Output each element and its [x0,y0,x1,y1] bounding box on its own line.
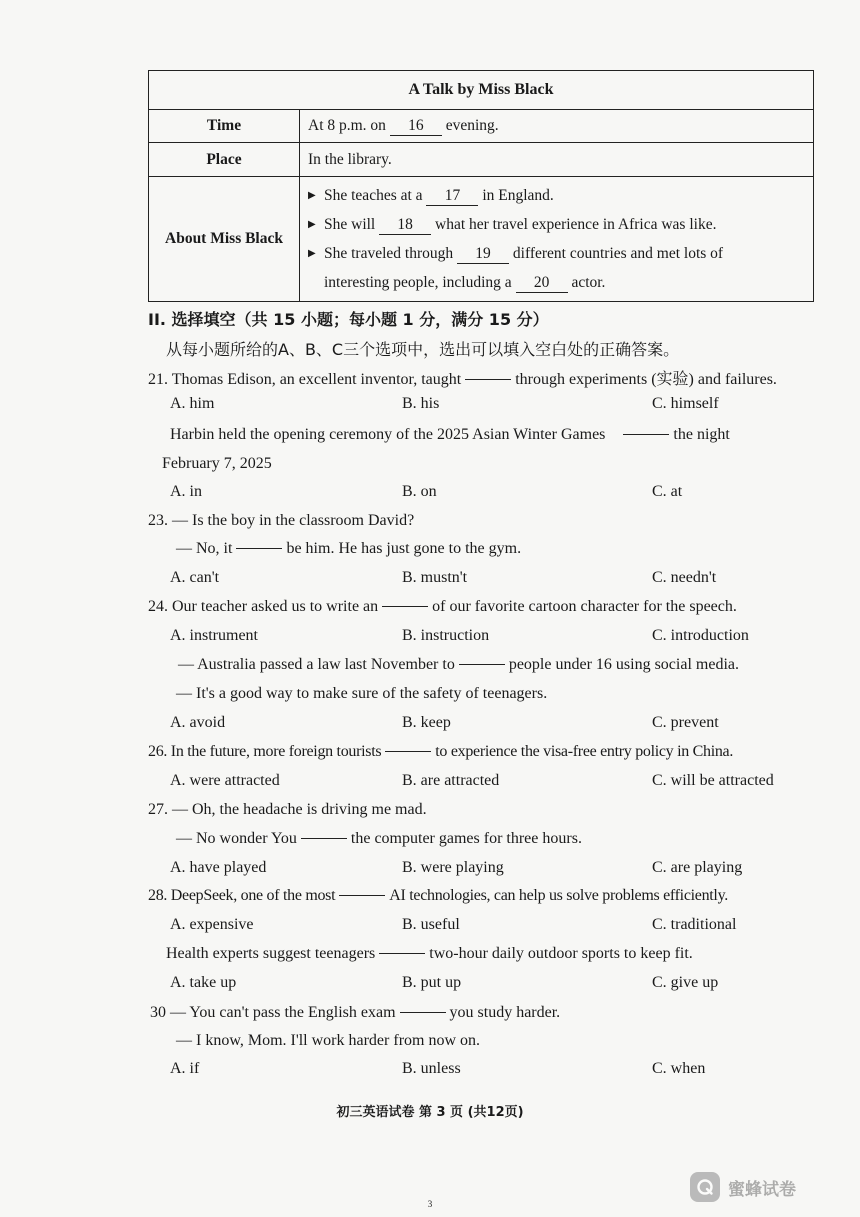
option-a: A. if [170,1060,200,1077]
triangle-bullet-icon: ▶ [308,190,316,201]
question-text: you study harder. [449,1004,561,1021]
question-30 [150,1004,560,1022]
question-text: of our favorite cartoon character for the speech. [432,598,737,615]
question-27-reply [176,830,582,848]
about-item [308,210,805,239]
question-text: 24. Our teacher asked us to write an [148,598,379,615]
logo-glyph-icon [695,1177,715,1197]
question-text: Harbin held the opening ceremony of the 2025 Asian Winter Games [170,426,606,443]
question-text: — No, it [176,540,233,557]
option-c: C. himself [652,395,719,412]
option-a: A. take up [170,974,237,991]
page-number: 3 [427,1199,433,1209]
section-instruction: 从每小题所给的A、B、C三个选项中，选出可以填入空白处的正确答案。 [166,340,680,359]
triangle-bullet-icon: ▶ [308,248,316,259]
option-b: B. put up [402,974,462,991]
option-b: B. his [402,395,440,412]
time-label: Time [149,110,300,143]
option-c: C. traditional [652,916,737,933]
blank-18: 18 [379,216,431,235]
answer-blank [339,895,385,896]
about-item [308,181,805,210]
option-b: B. instruction [402,627,490,644]
blank-19: 19 [457,245,509,264]
question-text: AI technologies, can help us solve problems efficiently. [389,887,728,904]
option-a: A. have played [170,859,267,876]
about-details [300,177,814,302]
question-text: people under 16 using social media. [508,656,739,673]
option-a: A. were attracted [170,772,280,789]
about-text: She teaches at a [324,187,423,204]
question-text: — Australia passed a law last November to [178,656,455,673]
question-21 [148,366,777,389]
talk-info-table [148,70,814,302]
about-text: what her travel experience in Africa was like. [435,216,717,233]
option-b: B. unless [402,1060,461,1077]
option-c: C. will be attracted [652,772,774,789]
option-c: C. introduction [652,627,749,644]
blank-17: 17 [426,187,478,206]
option-b: B. mustn't [402,569,468,586]
question-24 [148,598,737,616]
option-a: A. avoid [170,714,226,731]
option-a: A. can't [170,569,220,586]
time-text: At 8 p.m. on [308,116,386,134]
about-text: different countries and met lots of [512,245,724,262]
question-text: through experiments (实验) and failures. [515,371,777,388]
question-29 [166,945,693,963]
about-text: She will [324,216,376,233]
about-text: She traveled through [324,245,454,262]
question-text: the computer games for three hours. [350,830,582,847]
question-text: the night [673,426,730,443]
time-value [300,110,814,143]
table-title: A Talk by Miss Black [149,71,814,110]
about-text: actor. [571,274,606,291]
question-text: Health experts suggest teenagers [166,945,376,962]
option-c: C. give up [652,974,719,991]
question-23: 23. — Is the boy in the classroom David? [148,512,415,529]
about-label: About Miss Black [149,177,300,302]
answer-blank [400,1012,446,1013]
place-label: Place [149,143,300,177]
answer-blank [236,548,282,549]
question-text: 28. DeepSeek, one of the most [148,887,336,904]
about-text: in England. [482,187,554,204]
answer-blank [459,664,505,665]
question-text: to experience the visa-free entry policy in China. [435,743,734,760]
question-text: — No wonder You [176,830,297,847]
question-23-reply [176,540,521,558]
question-25 [178,656,739,674]
page-footer: 初三英语试卷 第 3 页 (共12页) [336,1105,524,1120]
blank-16: 16 [390,117,442,136]
option-b: B. keep [402,714,451,731]
about-text: interesting people, including a [324,274,512,291]
answer-blank [465,379,511,380]
question-text: 21. Thomas Edison, an excellent inventor, taught [148,371,462,388]
answer-blank [301,838,347,839]
question-30-reply: — I know, Mom. I'll work harder from now on. [176,1032,481,1049]
question-25-reply: — It's a good way to make sure of the safety of teenagers. [176,685,548,702]
option-a: A. in [170,483,202,500]
question-27: 27. — Oh, the headache is driving me mad. [148,801,427,818]
answer-blank [382,606,428,607]
question-text: two-hour daily outdoor sports to keep fit. [429,945,693,962]
option-a: A. instrument [170,627,258,644]
question-text: 30 — You can't pass the English exam [150,1004,396,1021]
answer-blank [623,434,669,435]
answer-blank [379,953,425,954]
option-b: B. were playing [402,859,504,876]
option-c: C. are playing [652,859,743,876]
question-22-cont: February 7, 2025 [162,455,272,472]
option-c: C. prevent [652,714,719,731]
place-value: In the library. [300,143,814,177]
question-22 [170,426,730,444]
question-text: 26. In the future, more foreign tourists [148,743,382,760]
option-c: C. needn't [652,569,717,586]
option-b: B. useful [402,916,460,933]
time-text-after: evening. [445,116,499,134]
triangle-bullet-icon: ▶ [308,219,316,230]
watermark [690,1172,796,1202]
question-26 [148,743,733,761]
option-b: B. are attracted [402,772,500,789]
option-c: C. when [652,1060,706,1077]
question-28 [148,887,728,905]
blank-20: 20 [516,274,568,293]
about-item [308,239,805,268]
option-c: C. at [652,483,683,500]
option-b: B. on [402,483,437,500]
watermark-text: 蜜蜂试卷 [728,1179,796,1200]
section-heading: II. 选择填空（共 15 小题；每小题 1 分，满分 15 分） [148,310,549,329]
question-text: be him. He has just gone to the gym. [286,540,522,557]
option-a: A. expensive [170,916,254,933]
answer-blank [385,751,431,752]
option-a: A. him [170,395,215,412]
about-item [308,268,805,297]
bee-logo-icon [690,1172,720,1202]
